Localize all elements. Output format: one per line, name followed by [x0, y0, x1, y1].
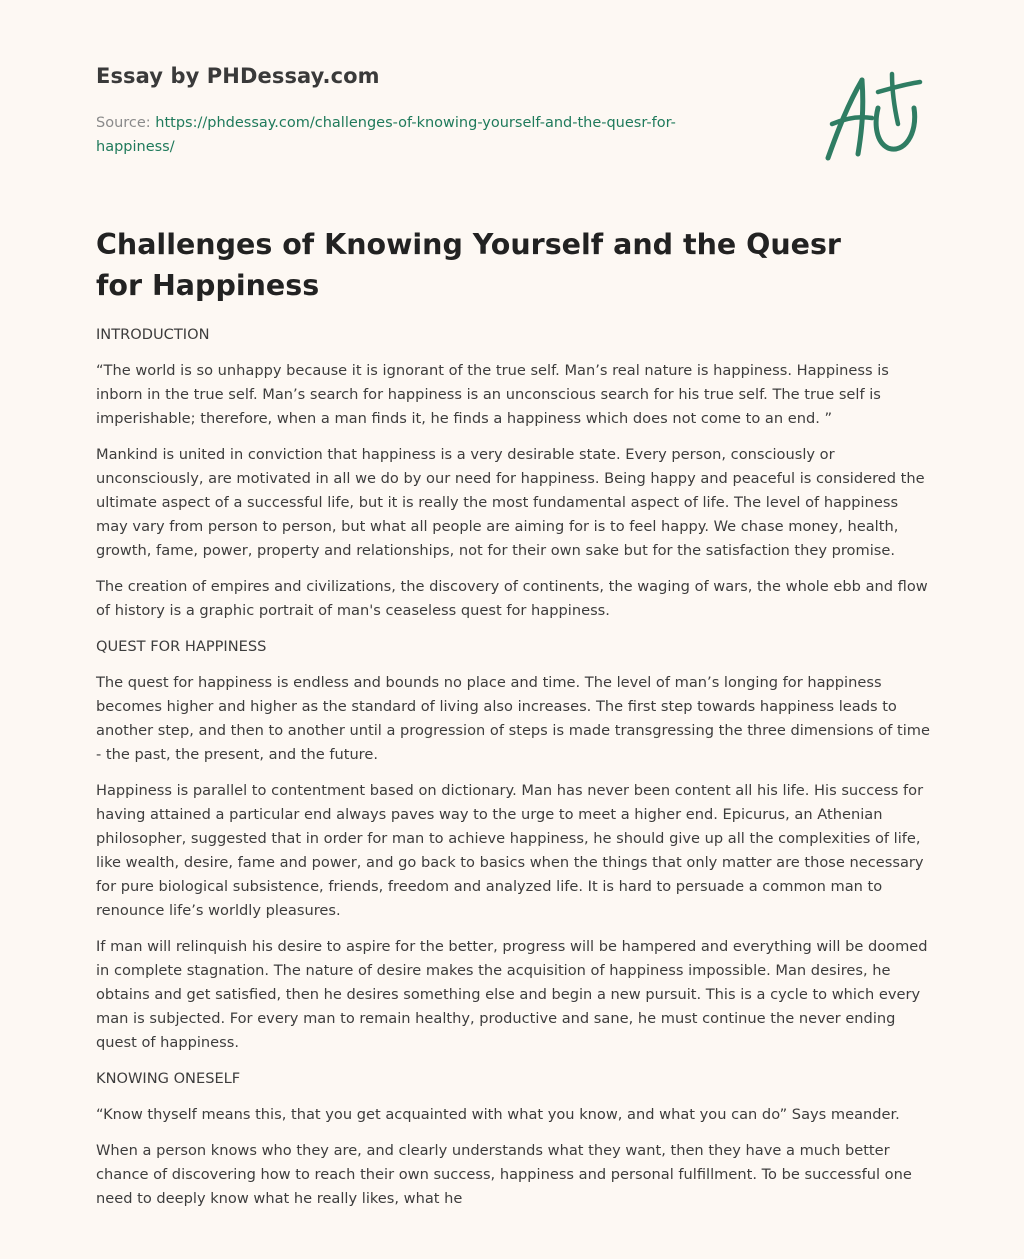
paragraph: “Know thyself means this, that you get acquainted with what you know, and what you can do” Says meander.: [96, 1106, 900, 1123]
essay-body: [96, 323, 932, 1223]
paragraph: Mankind is united in conviction that happiness is a very desirable state. Every person, consciously or unconsciously, are motivated in all we do by our need for happiness. Being happy and peaceful is considered the ultimate aspect of a successful life, but it is really the most fundamental aspect of life. The level of happiness may vary from person to person, but what all people are aiming for is to feel happy. We chase money, health, growth, fame, power, property and relationships, not for their own sake but for the satisfaction they promise.: [96, 446, 925, 559]
paragraph: When a person knows who they are, and clearly understands what they want, then they have a much better chance of discovering how to reach their own success, happiness and personal fulfillment. To be successful one need to deeply know what he really likes, what he: [96, 1142, 912, 1207]
essay-title: Challenges of Knowing Yourself and the Quesr for Happiness: [96, 228, 841, 302]
paragraph: Happiness is parallel to contentment based on dictionary. Man has never been content all his life. His success for having attained a particular end always paves way to the urge to meet a higher end. Epicurus, an Athenian philosopher, suggested that in order for man to achieve happiness, he should give up all the complexities of life, like wealth, desire, fame and power, and go back to basics when the things that only matter are those necessary for pure biological subsistence, friends, freedom and analyzed life. It is hard to persuade a common man to renounce life’s worldly pleasures.: [96, 782, 924, 919]
paragraph: The quest for happiness is endless and bounds no place and time. The level of man’s longing for happiness becomes higher and higher as the standard of living also increases. The first step towards happiness leads to another step, and then to another until a progression of steps is made transgressing the three dimensions of time - the past, the present, and the future.: [96, 674, 930, 763]
source-link[interactable]: https://phdessay.com/challenges-of-knowing-yourself-and-the-quesr-for-happiness/: [96, 115, 676, 155]
paragraph: If man will relinquish his desire to aspire for the better, progress will be hampered and everything will be doomed in complete stagnation. The nature of desire makes the acquisition of happiness impossible. Man desires, he obtains and get satisfied, then he desires something else and begin a new pursuit. This is a cycle to which every man is subjected. For every man to remain healthy, productive and sane, he must continue the never ending quest of happiness.: [96, 938, 928, 1051]
paragraph: “The world is so unhappy because it is ignorant of the true self. Man’s real nature is happiness. Happiness is inborn in the true self. Man’s search for happiness is an unconscious search for his true self. The true self is imperishable; therefore, when a man finds it, he finds a happiness which does not come to an end. ”: [96, 362, 889, 427]
a-plus-logo-icon: [822, 68, 926, 168]
section-heading-introduction: INTRODUCTION: [96, 326, 210, 343]
section-heading-quest-for-happiness: QUEST FOR HAPPINESS: [96, 638, 267, 655]
paragraph: The creation of empires and civilizations, the discovery of continents, the waging of wars, the whole ebb and flow of history is a graphic portrait of man's ceaseless quest for happiness.: [96, 578, 928, 619]
site-brand: Essay by PHDessay.com: [96, 64, 380, 88]
section-heading-knowing-oneself: KNOWING ONESELF: [96, 1070, 241, 1087]
source-label: Source:: [96, 115, 151, 131]
source-line: [96, 111, 736, 159]
